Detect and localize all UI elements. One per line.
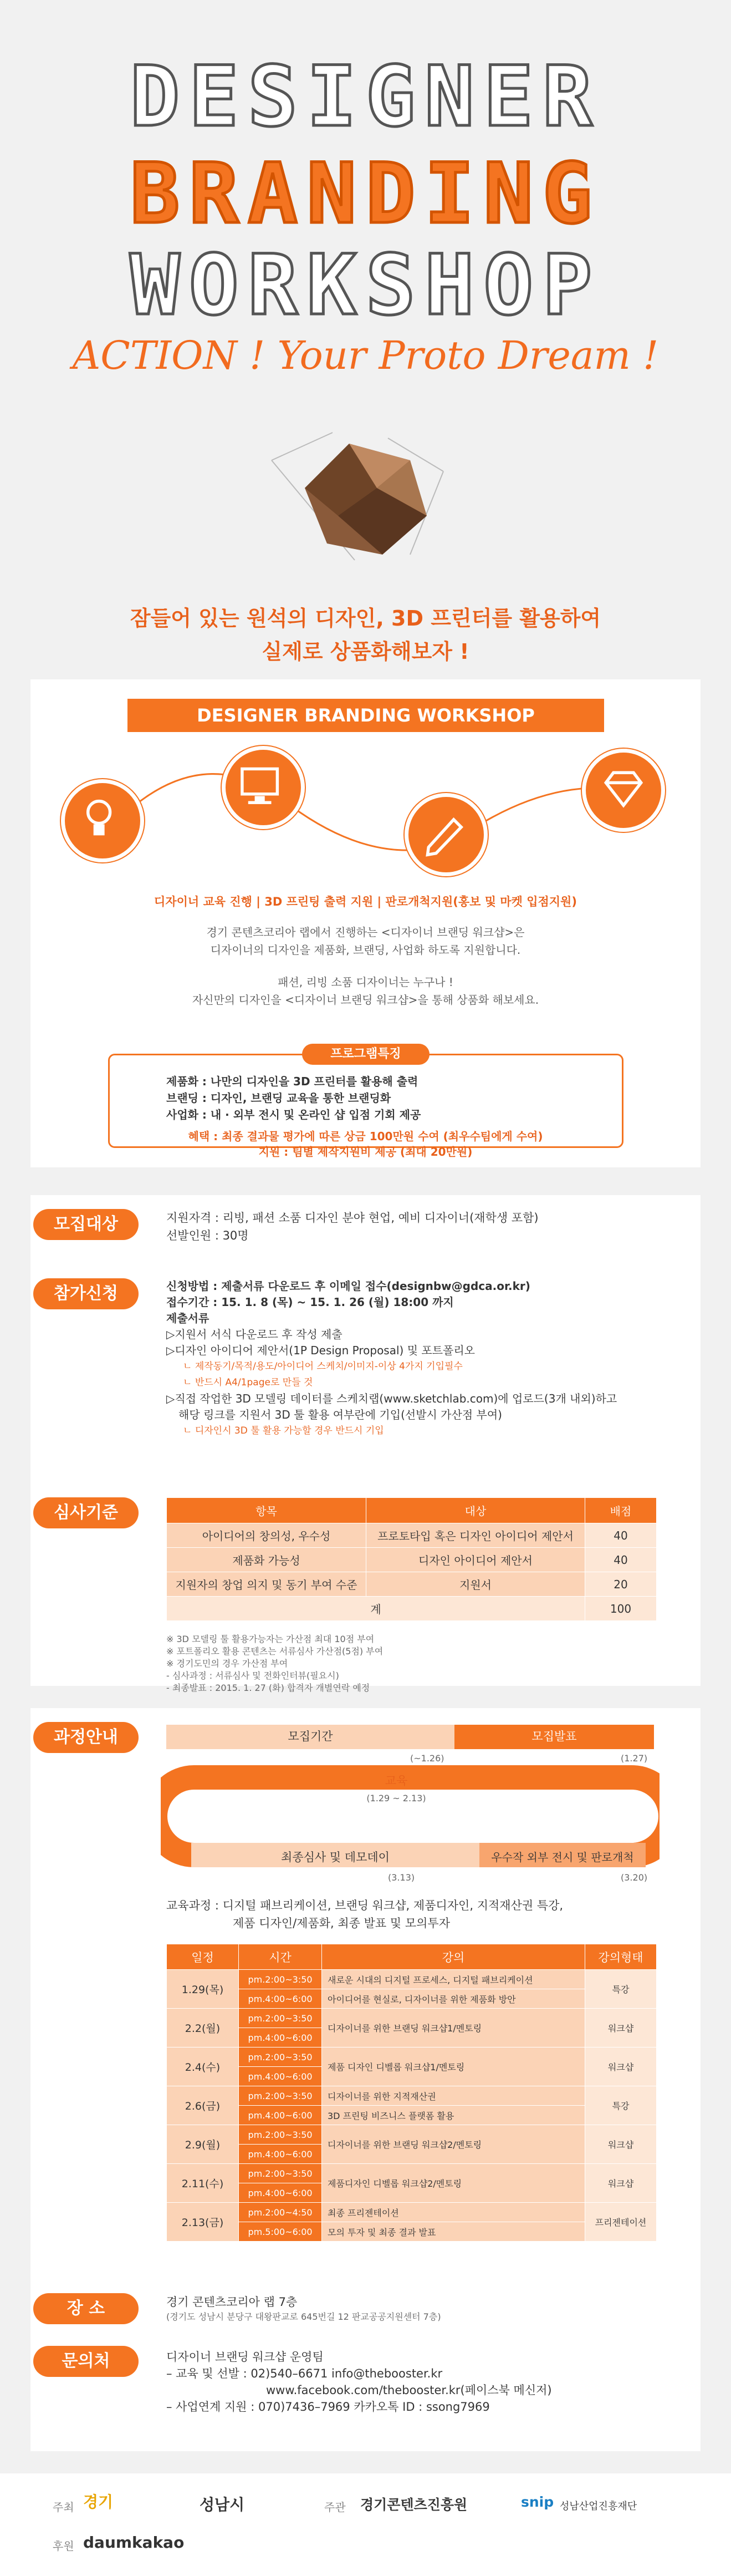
table-row: 1.29(목) pm.2:00~3:50 새로운 시대의 디지털 프로세스, 디지털 패브리케이션 특강 xyxy=(167,1970,657,1989)
tl-demo-date: (3.13) xyxy=(388,1872,415,1883)
host-label: 주최 xyxy=(53,2501,74,2514)
pencil-icon xyxy=(405,793,488,876)
table-row: 2.2(월) pm.2:00~3:50 디자이너를 위한 브랜딩 워크샵1/멘토링 워크샵 xyxy=(167,2009,657,2028)
org-logo-snip: snip xyxy=(521,2494,554,2510)
recruit-tag: 모집대상 xyxy=(33,1209,139,1240)
contact-text: 디자이너 브랜딩 워크샵 운영팀 – 교육 및 선발 : 02)540–6671 info@thebooster.kr www.facebook.com/thebooster.kr(페이스북 메신저) – 사업연계 지원 : 070)7436–7969 카카오톡 ID : ssong7969 xyxy=(166,2350,552,2414)
footer xyxy=(0,2473,731,2576)
tl-exhibit: 우수작 외부 전시 및 판로개척 xyxy=(491,1851,634,1864)
recruit-text: 지원자격 : 리빙, 패션 소품 디자인 분야 현업, 예비 디자이너(재학생 포함) 선발인원 : 30명 xyxy=(166,1211,539,1242)
tl-edu: 교육 xyxy=(385,1774,408,1787)
schedule-table: 일정 시간 강의 강의형태 1.29(목) pm.2:00~3:50 새로운 시대의 디지털 프로세스, 디지털 패브리케이션 특강 pm.4:00~6:00 아이디어를 현실로, 디자이너를 위한 제품화 방안 2.2(월) pm.2:00~3:50 디자이너를 위한 브랜딩 워크샵1/멘토링 워크샵 pm.4:00~6:00 2.4(수) pm.2:00~3:50 제품 디자인 디벨롭 워크샵1/멘토링 워크샵 pm.4:00~6:00 2.6(금) pm.2:00~3:50 디자이너를 위한 지적재산권 특강 pm.4:00~6:00 3D 프린팅 비즈니스 플랫폼 활용 2.9(월) pm.2:00~3:50 디자이너를 위한 브랜딩 워크샵2/멘토링 워크샵 pm.4:00~6:00 2.11(수) pm.2:00~3:50 제품디자인 디벨롭 워크샵2/멘토링 워크샵 pm.4:00~6:00 2.13(금) pm.2:00~4:50 최종 프리젠테이션 프리젠테이션 pm.5:00~6:00 모의 투자 및 최종 결과 발표 xyxy=(166,1944,657,2242)
tl-recruit-date: (~1.26) xyxy=(410,1753,444,1764)
table-row: 2.6(금) pm.2:00~3:50 디자이너를 위한 지적재산권 특강 xyxy=(167,2086,657,2106)
hero-title-line3: WORKSHOP xyxy=(130,237,601,334)
table-row: pm.5:00~6:00 모의 투자 및 최종 결과 발표 xyxy=(167,2222,657,2242)
tl-demo: 최종심사 및 데모데이 xyxy=(281,1851,390,1864)
tl-recruit: 모집기간 xyxy=(288,1730,333,1743)
table-row: 지원자의 창업 의지 및 동기 부여 수준 지원서 20 xyxy=(167,1572,657,1597)
workshop-banner: DESIGNER BRANDING WORKSHOP xyxy=(127,699,604,732)
tl-announce-date: (1.27) xyxy=(621,1753,648,1764)
pillars-line: 디자이너 교육 진행 | 3D 프린팅 출력 지원 | 판로개척지원(홍보 및 마켓 입점지원) xyxy=(154,895,577,908)
diamond-icon xyxy=(582,749,665,832)
hero-tagline: ACTION ! Your Proto Dream ! xyxy=(72,333,659,378)
place-text: 경기 콘텐츠코리아 랩 7층 (경기도 성남시 분당구 대왕판교로 645번길 12 판교공공지원센터 7층) xyxy=(166,2295,441,2322)
table-row: pm.4:00~6:00 xyxy=(167,2145,657,2164)
benefit-list: 혜택 : 최종 결과물 평가에 따른 상금 100만원 수여 (최우수팀에게 수여) 지원 : 팀별 제작지원비 제공 (최대 20만원) xyxy=(188,1130,543,1159)
table-row: pm.4:00~6:00 xyxy=(167,2183,657,2203)
intro-text: 경기 콘텐츠코리아 랩에서 진행하는 <디자이너 브랜딩 워크샵>은 디자이너의 디자인을 제품화, 브랜딩, 사업화 하도록 지원합니다. 패션, 리빙 소품 디자이너는 누구나 ! 자신만의 디자인을 <디자이너 브랜딩 워크샵>을 통해 상품화 해보세요. xyxy=(192,926,539,1007)
judge-table: 항목 대상 배점 아이디어의 창의성, 우수성 프로토타입 혹은 디자인 아이디어 제안서 40 제품화 가능성 디자인 아이디어 제안서 40 지원자의 창업 의지 및 동기 부여 수준 지원서 20 계 100 xyxy=(166,1497,657,1621)
table-row-total: 계 100 xyxy=(167,1597,657,1621)
feature-label: 프로그램특징 xyxy=(302,1044,430,1065)
contact-tag: 문의처 xyxy=(33,2346,139,2377)
judge-tag: 심사기준 xyxy=(33,1497,139,1528)
org-label: 주관 xyxy=(324,2501,346,2514)
org-snip-name: 성남산업진흥재단 xyxy=(560,2501,637,2512)
bulb-icon xyxy=(61,779,144,862)
apply-text: 신청방법 : 제출서류 다운로드 후 이메일 접수(designbw@gdca.or.kr) 접수기간 : 15. 1. 8 (목) ~ 15. 1. 26 (월) 18:00 까지 제출서류 ▷지원서 서식 다운로드 후 작성 제출 ▷디자인 아이디어 제안서(1P Design Proposal) 및 포트폴리오 ㄴ 제작동기/목적/용도/아이디어 스케치/이미지-이상 4가지 기입필수 ㄴ 반드시 A4/1page로 만들 것 ▷직접 작업한 3D 모델링 데이터를 스케치랩(www.sketchlab.com)에 업로드(3개 내외)하고 해당 링크를 지원서 3D 툴 활용 여부란에 기입(선발시 가산점 부여) ㄴ 디자인시 3D 툴 활용 가능할 경우 반드시 기입 xyxy=(166,1279,617,1436)
tl-announce: 모집발표 xyxy=(531,1730,577,1743)
table-row: 2.13(금) pm.2:00~4:50 최종 프리젠테이션 프리젠테이션 xyxy=(167,2203,657,2222)
table-row: 제품화 가능성 디자인 아이디어 제안서 40 xyxy=(167,1548,657,1572)
sponsor-label: 후원 xyxy=(53,2539,74,2553)
table-row: pm.4:00~6:00 xyxy=(167,2067,657,2086)
feature-list: 제품화 : 나만의 디자인을 3D 프린터를 활용해 출력 브랜딩 : 디자인, 브랜딩 교육을 통한 브랜딩화 사업화 : 내 · 외부 전시 및 온라인 샵 입점 기회 제공 xyxy=(166,1075,421,1121)
table-row: 2.11(수) pm.2:00~3:50 제품디자인 디벨롭 워크샵2/멘토링 워크샵 xyxy=(167,2164,657,2183)
course-tag: 과정안내 xyxy=(33,1722,139,1753)
org-logo-gca: 경기콘텐츠진흥원 xyxy=(360,2497,468,2513)
tl-exhibit-date: (3.20) xyxy=(621,1872,648,1883)
table-row: pm.4:00~6:00 3D 프린팅 비즈니스 플랫폼 활용 xyxy=(167,2106,657,2125)
place-tag: 장 소 xyxy=(33,2293,139,2324)
table-row: pm.4:00~6:00 xyxy=(167,2028,657,2047)
judge-notes: ※ 3D 모델링 툴 활용가능자는 가산점 최대 10점 부여 ※ 포트폴리오 활용 콘텐츠는 서류심사 가산점(5점) 부여 ※ 경기도민의 경우 가산점 부여 - 심사과정 : 서류심사 및 전화인터뷰(필요시) - 최종발표 : 2015. 1. 27 (화) 합격자 개별연락 예정 xyxy=(166,1634,384,1693)
table-row: 2.4(수) pm.2:00~3:50 제품 디자인 디벨롭 워크샵1/멘토링 워크샵 xyxy=(167,2047,657,2067)
host-logo-seongnam: 성남시 xyxy=(200,2496,245,2514)
hero-headline: 잠들어 있는 원석의 디자인, 3D 프린터를 활용하여 실제로 상품화해보자 ! xyxy=(130,606,601,664)
apply-tag: 참가신청 xyxy=(33,1278,139,1309)
course-text: 교육과정 : 디지털 패브리케이션, 브랜딩 워크샵, 제품디자인, 지적재산권 특강, 제품 디자인/제품화, 최종 발표 및 모의투자 xyxy=(166,1899,564,1930)
gem-stone-image xyxy=(266,421,449,566)
table-row: pm.4:00~6:00 아이디어를 현실로, 디자이너를 위한 제품화 방안 xyxy=(167,1989,657,2009)
host-logo-gyeonggi: 경기 xyxy=(83,2493,114,2511)
table-row: 2.9(월) pm.2:00~3:50 디자이너를 위한 브랜딩 워크샵2/멘토링 워크샵 xyxy=(167,2125,657,2145)
hero-title-line1: DESIGNER xyxy=(130,49,601,145)
sponsor-logo: daumkakao xyxy=(83,2533,185,2552)
monitor-icon xyxy=(222,746,305,829)
hero-title-line2: BRANDING xyxy=(130,146,601,242)
table-row: 아이디어의 창의성, 우수성 프로토타입 혹은 디자인 아이디어 제안서 40 xyxy=(167,1523,657,1548)
tl-edu-date: (1.29 ~ 2.13) xyxy=(366,1793,426,1803)
